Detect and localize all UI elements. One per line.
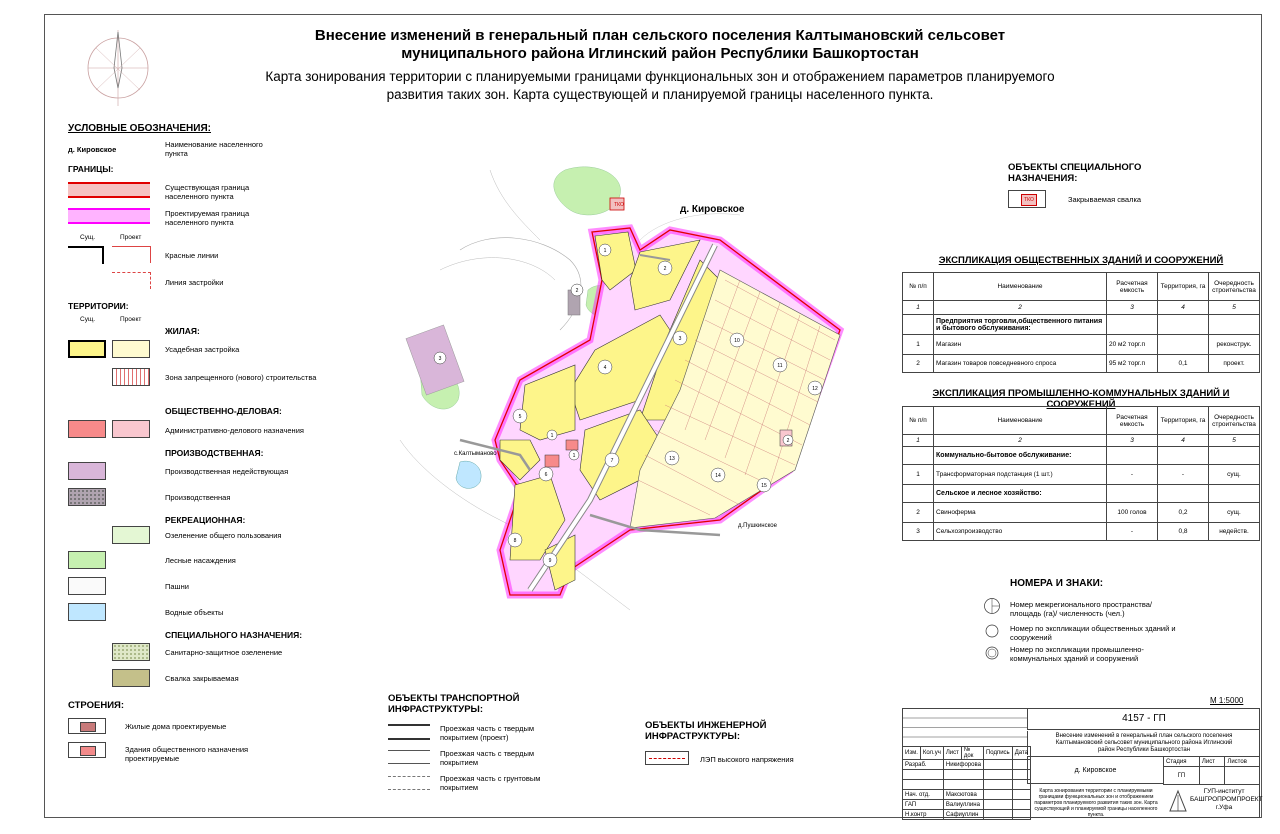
legend-recreation-header: РЕКРЕАЦИОННАЯ: — [165, 515, 246, 525]
landfill-icon-label: ТКО — [1021, 194, 1037, 206]
it-n3: 4 — [1158, 435, 1209, 447]
special-objects-header: ОБЪЕКТЫ СПЕЦИАЛЬНОГО НАЗНАЧЕНИЯ: — [1008, 162, 1142, 184]
it-r1c0: 1 — [903, 465, 934, 485]
it-r2c2: 100 голов — [1107, 503, 1158, 523]
stamp-code: 4157 - ГП — [1027, 708, 1260, 730]
transport-item-1: Проезжая часть с твердым покрытием (проект) — [440, 724, 535, 742]
pt-h2: Расчетная емкость — [1107, 273, 1158, 301]
it-r1c3: - — [1158, 465, 1209, 485]
legend-industrial-1: Производственная недействующая — [165, 467, 289, 476]
stamp-stage-table — [1163, 756, 1260, 785]
legend-residential-header: ЖИЛАЯ: — [165, 326, 200, 336]
stamp-col-2: Лист — [943, 747, 961, 760]
public-table-title: ЭКСПЛИКАЦИЯ ОБЩЕСТВЕННЫХ ЗДАНИЙ И СООРУЖЕНИЙ — [938, 255, 1224, 266]
stamp-col-3: № док — [961, 747, 983, 760]
it-r2c0: 2 — [903, 503, 934, 523]
stamp-desc: Внесение изменений в генеральный план сельского поселения Калтымановский сельсовет муниципального района Иглинский район Республики Башкортостан — [1027, 731, 1260, 755]
swatch-admin-project — [112, 420, 150, 438]
legend-red-lines: Красные линии — [165, 251, 219, 260]
stamp-r2n: Максютова — [943, 790, 983, 800]
svg-text:1: 1 — [550, 433, 554, 439]
engineering-header: ОБЪЕКТЫ ИНЖЕНЕРНОЙ ИНФРАСТРУКТУРЫ: — [645, 720, 767, 742]
pt-n1: 2 — [934, 301, 1107, 315]
industrial-table-title: ЭКСПЛИКАЦИЯ ПРОМЫШЛЕННО-КОММУНАЛЬНЫХ ЗДАНИЙ И СООРУЖЕНИЙ — [932, 388, 1230, 410]
it-r3c0: 3 — [903, 523, 934, 541]
swatch-admin-exist — [68, 420, 106, 438]
it-h3: Территория, га — [1158, 407, 1209, 435]
legend-residential-2: Зона запрещенного (нового) строительства — [165, 373, 317, 382]
legend-buildings-2: Здания общественного назначения проектируемые — [125, 745, 249, 763]
stamp-stage: ГП — [1164, 767, 1200, 785]
org-logo-icon — [1168, 789, 1188, 813]
engineering-item-1: ЛЭП высокого напряжения — [700, 755, 794, 764]
stamp-r3: ГАП — [903, 800, 944, 810]
svg-text:1: 1 — [572, 453, 576, 459]
title-line-2: муниципального района Иглинский район Республики Башкортостан — [401, 45, 919, 62]
pt-r2c4: проект. — [1209, 355, 1260, 373]
zoning-map — [340, 140, 900, 630]
legend-settlement-desc: Наименование населенного пункта — [165, 140, 263, 158]
svg-text:14: 14 — [715, 473, 721, 479]
svg-text:2: 2 — [663, 266, 667, 272]
it-group1: Коммунально-бытовое обслуживание: — [934, 447, 1107, 465]
stamp-r4n: Сафиуллин — [943, 810, 983, 820]
pt-r1c1: Магазин — [934, 335, 1107, 355]
it-n0: 1 — [903, 435, 934, 447]
pt-r1c2: 20 м2 торг.п — [1107, 335, 1158, 355]
svg-text:8: 8 — [513, 538, 517, 544]
legend-public-header: ОБЩЕСТВЕННО-ДЕЛОВАЯ: — [165, 406, 282, 416]
stamp-stage-h: Стадия — [1164, 757, 1200, 767]
stamp-scale: М 1:5000 — [1210, 696, 1244, 705]
stamp-org-1: ГУП-институт — [1203, 788, 1245, 795]
swatch-residential-exist — [68, 340, 106, 358]
stamp-col-1: Кол.уч — [920, 747, 943, 760]
stamp-r2: Нач. отд. — [903, 790, 944, 800]
stamp-col-4: Подпись — [983, 747, 1012, 760]
map-landfill-label: ТКО — [614, 202, 624, 208]
transport-header: ОБЪЕКТЫ ТРАНСПОРТНОЙ ИНФРАСТРУКТУРЫ: — [388, 693, 520, 715]
svg-text:6: 6 — [544, 472, 548, 478]
sign-zone-number-icon — [983, 597, 1001, 615]
swatch-buildings-public — [68, 742, 106, 758]
stamp-r3n: Валиуллина — [943, 800, 983, 810]
subtitle-line-2: развития таких зон. Карта существующей и планируемой границы населенного пункта. — [386, 87, 934, 102]
pt-r2c0: 2 — [903, 355, 934, 373]
legend-col-exist: Сущ. — [80, 234, 96, 241]
it-h1: Наименование — [934, 407, 1107, 435]
swatch-road-project — [388, 724, 430, 740]
legend-territories-header: ТЕРРИТОРИИ: — [68, 301, 129, 311]
sign-industrial-number-icon — [985, 646, 999, 660]
transport-item-2: Проезжая часть с твердым покрытием — [440, 749, 535, 767]
legend-recreation-4: Водные объекты — [165, 608, 224, 617]
swatch-buildings-residential — [68, 718, 106, 734]
swatch-industrial-inactive — [68, 462, 106, 480]
it-r1c2: - — [1107, 465, 1158, 485]
stamp-sheet-h: Лист — [1199, 757, 1224, 767]
it-r3c2: - — [1107, 523, 1158, 541]
it-n2: 3 — [1107, 435, 1158, 447]
pt-group: Предприятия торговли,общественного питания и бытового обслуживания: — [934, 315, 1107, 335]
legend-buildings-header: СТРОЕНИЯ: — [68, 700, 125, 711]
map-road-label-2: д.Пушкинское — [738, 523, 777, 529]
swatch-residential-forbidden — [112, 368, 150, 386]
stamp-org — [1190, 788, 1263, 812]
legend-recreation-2: Лесные насаждения — [165, 556, 236, 565]
svg-text:2: 2 — [575, 288, 579, 294]
legend-recreation-1: Озеленение общего пользования — [165, 531, 282, 540]
industrial-table — [902, 406, 1260, 541]
svg-text:3: 3 — [438, 356, 442, 362]
pt-n2: 3 — [1107, 301, 1158, 315]
swatch-build-lines — [112, 272, 151, 289]
transport-item-3: Проезжая часть с грунтовым покрытием — [440, 774, 541, 792]
it-r1c4: сущ. — [1209, 465, 1260, 485]
it-r3c1: Сельхозпроизводство — [934, 523, 1107, 541]
legend-industrial-header: ПРОИЗВОДСТВЕННАЯ: — [165, 448, 264, 458]
pt-h3: Территория, га — [1158, 273, 1209, 301]
swatch-road-dirt — [388, 776, 430, 790]
legend-buildings-1: Жилые дома проектируемые — [125, 722, 227, 731]
legend-col-project-2: Проект — [120, 316, 142, 323]
svg-text:11: 11 — [777, 363, 783, 369]
legend-build-lines: Линия застройки — [165, 278, 224, 287]
legend-recreation-3: Пашни — [165, 582, 189, 591]
signs-item-2: Номер по экспликации общественных зданий и сооружений — [1010, 624, 1176, 642]
legend-special-2: Свалка закрываемая — [165, 674, 239, 683]
svg-text:12: 12 — [812, 386, 818, 392]
it-h0: № п/п — [903, 407, 934, 435]
it-r2c3: 0,2 — [1158, 503, 1209, 523]
map-village-label: д. Кировское — [680, 204, 745, 215]
swatch-red-lines-project — [112, 246, 151, 263]
legend-header: УСЛОВНЫЕ ОБОЗНАЧЕНИЯ: — [68, 123, 211, 134]
pt-r1c4: реконструк. — [1209, 335, 1260, 355]
svg-text:9: 9 — [548, 558, 552, 564]
it-group2: Сельское и лесное хозяйство: — [934, 485, 1107, 503]
it-n4: 5 — [1209, 435, 1260, 447]
stamp-grid — [902, 708, 1027, 746]
svg-text:13: 13 — [669, 456, 675, 462]
pt-h1: Наименование — [934, 273, 1107, 301]
it-n1: 2 — [934, 435, 1107, 447]
stamp-r4: Н.контр — [903, 810, 944, 820]
compass-icon — [78, 28, 158, 108]
swatch-power-line — [645, 751, 689, 765]
svg-text:10: 10 — [734, 338, 740, 344]
pt-n3: 4 — [1158, 301, 1209, 315]
special-objects-item-1: Закрываемая свалка — [1068, 195, 1142, 204]
swatch-border-project — [68, 208, 150, 224]
stamp-sheets-h: Листов — [1225, 757, 1260, 767]
sign-public-number-icon — [985, 624, 999, 638]
swatch-special-landfill — [112, 669, 150, 687]
it-h2: Расчетная емкость — [1107, 407, 1158, 435]
subtitle-line-1: Карта зонирования территории с планируемыми границами функциональных зон и отображением параметров планируемого — [265, 69, 1055, 84]
stamp-r1: Разраб. — [903, 760, 944, 770]
signs-item-3: Номер по экспликации промышленно-коммунальных зданий и сооружений — [1010, 645, 1144, 663]
swatch-special-sanitary — [112, 643, 150, 661]
it-r1c1: Трансформаторная подстанция (1 шт.) — [934, 465, 1107, 485]
it-r3c4: недейств. — [1209, 523, 1260, 541]
pt-r2c3: 0,1 — [1158, 355, 1209, 373]
swatch-industrial — [68, 488, 106, 506]
it-r3c3: 0,8 — [1158, 523, 1209, 541]
svg-text:1: 1 — [603, 248, 607, 254]
stamp-columns — [902, 746, 1031, 820]
swatch-residential-project — [112, 340, 150, 358]
it-h4: Очередность строительства — [1209, 407, 1260, 435]
pt-h0: № п/п — [903, 273, 934, 301]
pt-r1c3 — [1158, 335, 1209, 355]
pt-n0: 1 — [903, 301, 934, 315]
map-road-label-1: с.Калтыманово — [454, 451, 497, 457]
pt-r2c1: Магазин товаров повседневного спроса — [934, 355, 1107, 373]
swatch-recreation-green — [112, 526, 150, 544]
legend-col-exist-2: Сущ. — [80, 316, 96, 323]
signs-header: НОМЕРА И ЗНАКИ: — [1010, 578, 1104, 589]
swatch-road-hard — [388, 750, 430, 764]
landfill-icon — [1008, 190, 1046, 208]
svg-text:3: 3 — [678, 336, 682, 342]
pt-h4: Очередность строительства — [1209, 273, 1260, 301]
legend-residential-1: Усадебная застройка — [165, 345, 240, 354]
swatch-recreation-forest — [68, 551, 106, 569]
pt-n4: 5 — [1209, 301, 1260, 315]
swatch-recreation-water — [68, 603, 106, 621]
swatch-recreation-fields — [68, 577, 106, 595]
svg-text:5: 5 — [518, 414, 522, 420]
stamp-r1n: Никифорова — [943, 760, 983, 770]
legend-borders-header: ГРАНИЦЫ: — [68, 164, 114, 174]
it-r2c1: Свиноферма — [934, 503, 1107, 523]
title-line-1: Внесение изменений в генеральный план сельского поселения Калтымановский сельсовет — [314, 27, 1006, 44]
it-r2c4: сущ. — [1209, 503, 1260, 523]
legend-industrial-2: Производственная — [165, 493, 231, 502]
legend-col-project: Проект — [120, 234, 142, 241]
pt-r1c0: 1 — [903, 335, 934, 355]
swatch-border-existing — [68, 182, 150, 198]
stamp-col-5: Дата — [1012, 747, 1030, 760]
stamp-org-2: БАШГРОПРОМПРОЕКТ — [1190, 796, 1263, 803]
stamp-col-0: Изм. — [903, 747, 921, 760]
legend-special-1: Санитарно-защитное озеленение — [165, 648, 283, 657]
stamp-map-desc: Карта зонирования территории с планируемыми границами функциональных зон и отображением параметров планируемого развития таких зон. Карта существующей и планируемой границы населенного пункта. — [1034, 788, 1158, 818]
legend-public-1: Административно-делового назначения — [165, 426, 304, 435]
legend-special-header: СПЕЦИАЛЬНОГО НАЗНАЧЕНИЯ: — [165, 630, 303, 640]
stamp-village: д. Кировское — [1027, 756, 1163, 784]
svg-text:2: 2 — [786, 438, 790, 444]
legend-settlement-sample: д. Кировское — [68, 145, 117, 154]
public-table — [902, 272, 1260, 373]
legend-border-project: Проектируемая граница населенного пункта — [165, 209, 250, 227]
svg-text:7: 7 — [610, 458, 614, 464]
svg-text:15: 15 — [761, 483, 767, 489]
stamp-org-3: г.Уфа — [1215, 804, 1233, 811]
swatch-red-lines-exist — [68, 246, 104, 264]
signs-item-1: Номер межрегионального пространства/ площадь (га)/ численность (чел.) — [1010, 600, 1153, 618]
svg-text:4: 4 — [603, 365, 607, 371]
pt-r2c2: 95 м2 торг.п — [1107, 355, 1158, 373]
legend-border-existing: Существующая граница населенного пункта — [165, 183, 250, 201]
